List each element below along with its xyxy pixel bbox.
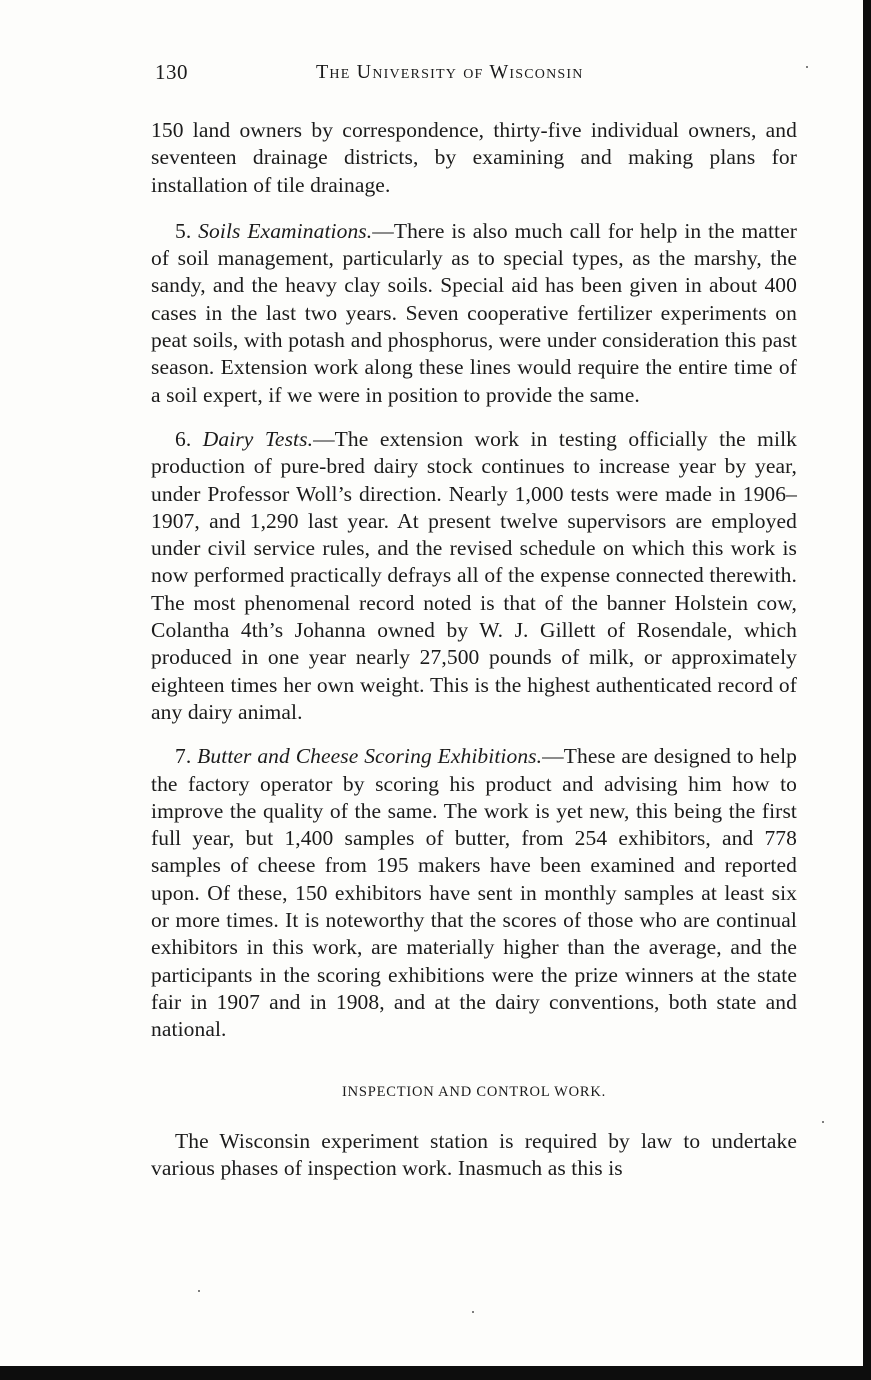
paragraph-text: —There is also much call for help in the matter of soil management, particularly as to special types, as the marshy, the sandy, and the heavy clay soils. Special aid has been given in about 400 cases in the last two years. Seven cooperative fertilizer experiments on peat soils, with potash and phosphorus, were under consideration this past season. Extension work along these lines would require the entire time of a soil expert, if we were in position to provide the same. [151, 218, 798, 407]
paragraph-butter-cheese-scoring [151, 743, 797, 1043]
scan-border-right [863, 0, 871, 1380]
section-title: Dairy Tests. [202, 426, 314, 451]
body-text [151, 117, 797, 1182]
page-header [155, 60, 800, 90]
paragraph-soils-examinations [151, 218, 797, 409]
section-number: 6. [175, 426, 192, 451]
paragraph-text: —These are designed to help the factory operator by scoring his product and advising him how to improve the quality of the same. The work is yet new, this being the first full year, but 1,400 samples of butter, from 254 exhibitors, and 778 samples of cheese from 195 makers have been examined and reported upon. Of these, 150 exhibitors have sent in monthly samples at least six or more times. It is noteworthy that the scores of those who are continual exhibitors in this work, are materially higher than the average, and the participants in the scoring exhibitions were the prize winners at the state fair in 1907 and in 1908, and at the dairy conventions, both state and national. [151, 744, 797, 1042]
paragraph-text: 150 land owners by correspondence, thirty-five individual owners, and seventeen drainage districts, by examining and making plans for installation of tile drainage. [151, 118, 797, 197]
continuation-paragraph [151, 117, 797, 199]
scan-speck [822, 1121, 824, 1123]
paragraph-text: —The extension work in testing officially the milk production of pure-bred dairy stock continues to increase year by year, under Professor Woll’s direction. Nearly 1,000 tests were made in 1906–1907, and 1,290 last year. At present twelve supervisors are employed under civil service rules, and the revised schedule on which this work is now performed practically defrays all of the expense connected therewith. The most phenomenal record noted is that of the banner Holstein cow, Colantha 4th’s Johanna owned by W. J. Gillett of Rosendale, which produced in one year nearly 27,500 pounds of milk, or approximately eighteen times her own weight. This is the highest authenticated record of any dairy animal. [151, 426, 797, 724]
running-title: The University of Wisconsin [316, 61, 584, 83]
paragraph-text: The Wisconsin experiment station is required by law to undertake various phases of inspection work. Inasmuch as this is [151, 1128, 797, 1180]
section-title: Butter and Cheese Scoring Exhibitions. [197, 744, 543, 769]
section-title: Soils Examinations. [198, 218, 373, 243]
scan-speck [472, 1311, 474, 1313]
scan-border-bottom [0, 1366, 871, 1380]
scan-speck [198, 1290, 200, 1292]
section-number: 7. [175, 744, 192, 769]
scan-speck [806, 66, 808, 68]
closing-paragraph [151, 1128, 797, 1183]
page-number: 130 [155, 60, 188, 84]
paragraph-dairy-tests [151, 426, 797, 726]
section-heading: INSPECTION AND CONTROL WORK. [341, 1083, 607, 1100]
section-number: 5. [175, 218, 192, 243]
